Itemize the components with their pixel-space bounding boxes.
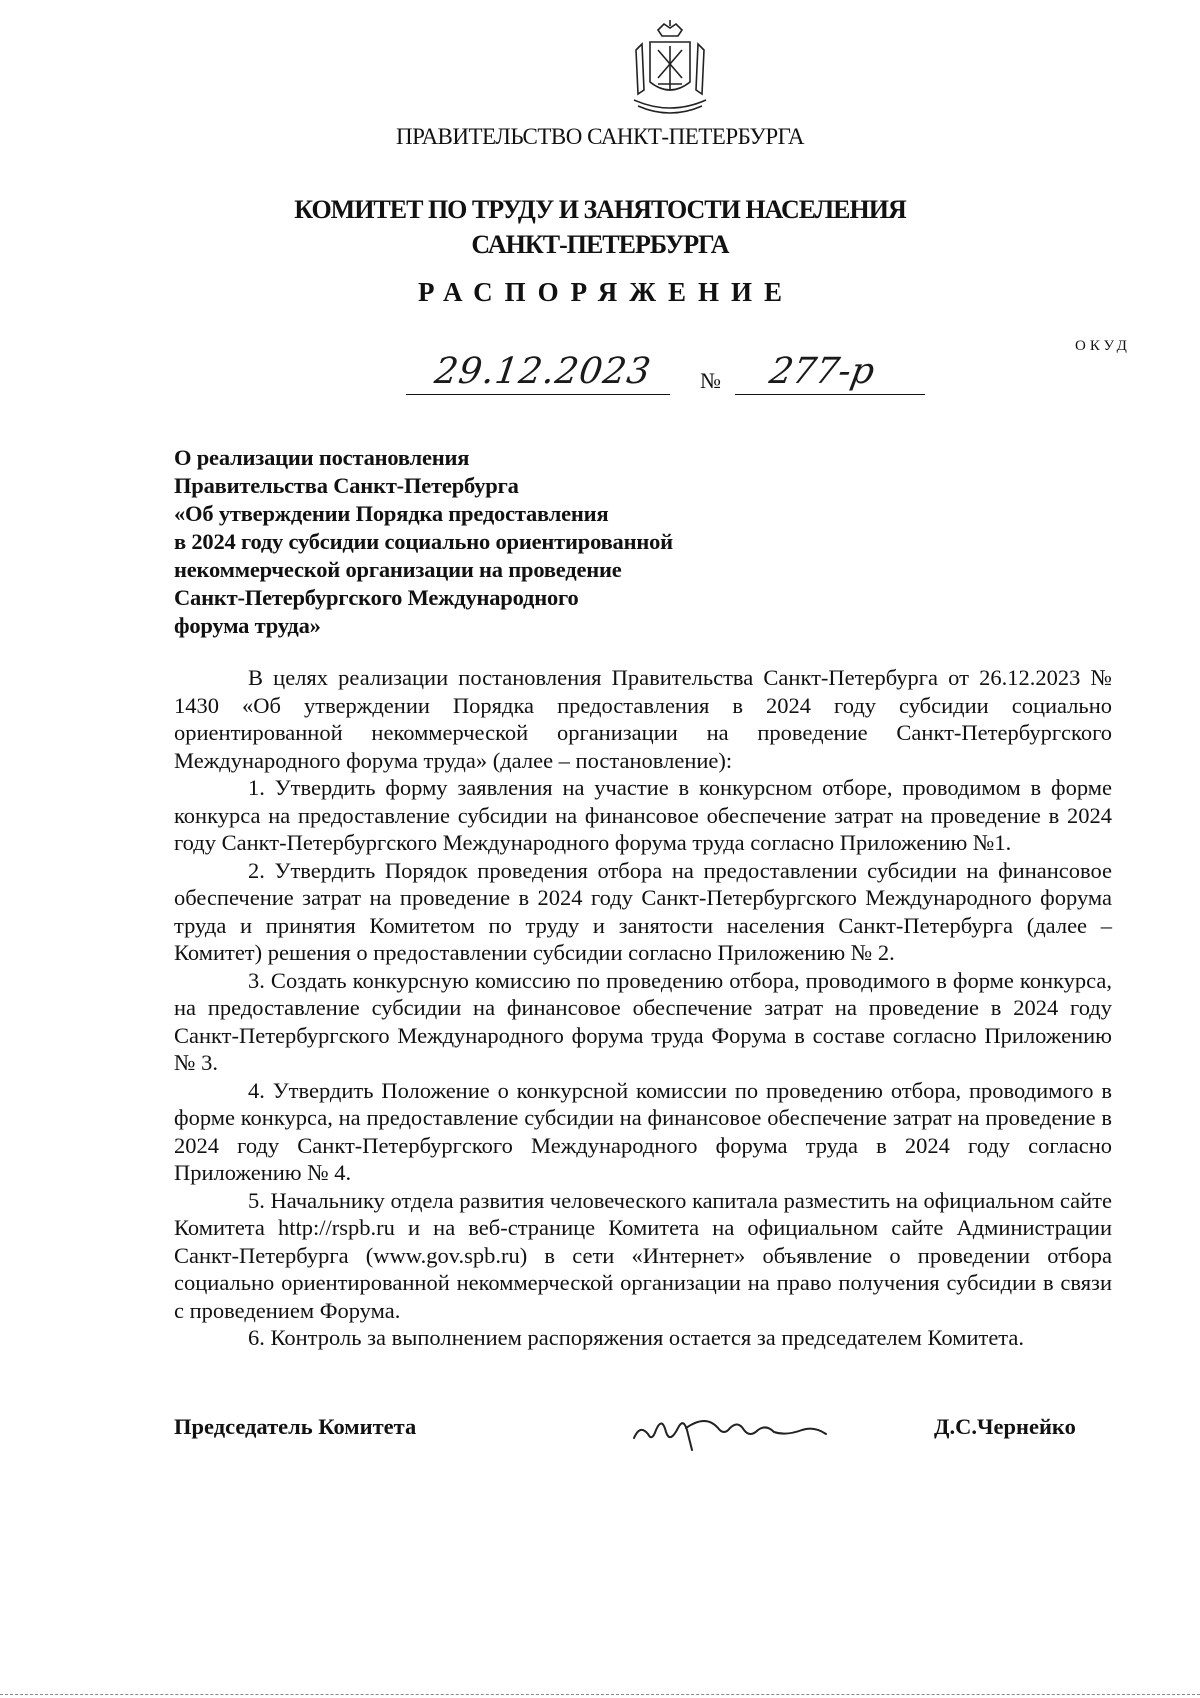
committee-line-2: САНКТ-ПЕТЕРБУРГА (471, 230, 729, 259)
handwritten-signature-icon (626, 1394, 836, 1464)
order-title: РАСПОРЯЖЕНИЕ (417, 277, 795, 307)
subject-line: Правительства Санкт-Петербурга (174, 473, 519, 498)
signatory-position: Председатель Комитета (174, 1414, 417, 1439)
scan-edge-rule (0, 1694, 1200, 1695)
subject-line: некоммерческой организации на проведение (174, 557, 622, 582)
order-number: 277-р (766, 351, 878, 392)
subject-line: О реализации постановления (174, 445, 470, 470)
subject-line: «Об утверждении Порядка предоставления (174, 501, 609, 526)
clause-3: 3. Создать конкурсную комиссию по проведению отбора, проводимого в форме конкурса, на предоставление субсидии на финансовое обеспечение затрат на проведение в 2024 году Санкт-Петербургского Международного форума труда Форума в составе согласно Приложению № 3. (174, 967, 1112, 1075)
clause-5: 5. Начальнику отдела развития человеческого капитала разместить на официальном сайте Комитета http://rspb.ru и на веб-странице Комитета на официальном сайте Администрации Санкт-Петербурга (www.gov.spb.ru) в сети «Интернет» объявление о проведении отбора социально ориентированной некоммерческой организации на право получения субсидии в связи с проведением Форума. (174, 1187, 1112, 1323)
clause-1: 1. Утвердить форму заявления на участие в конкурсном отборе, проводимом в форме конкурса на предоставление субсидии на финансовое обеспечение затрат на проведение в 2024 году Санкт-Петербургского Международного форума труда согласно Приложению №1. (174, 775, 1112, 855)
committee-heading (0, 192, 1200, 262)
government-heading: ПРАВИТЕЛЬСТВО САНКТ-ПЕТЕРБУРГА (395, 124, 805, 149)
order-body (174, 664, 1112, 1352)
clause-4: 4. Утвердить Положение о конкурсной комиссии по проведению отбора, проводимого в форме конкурса, на предоставление субсидии на финансовое обеспечение затрат на проведение в 2024 году Санкт-Петербургского Международного форума труда в 2024 году согласно Приложению № 4. (174, 1077, 1112, 1185)
subject-line: в 2024 году субсидии социально ориентированной (174, 529, 673, 554)
signatory-name: Д.С.Чернейко (934, 1414, 1076, 1439)
number-sign: № (700, 368, 721, 393)
preamble-paragraph: В целях реализации постановления Правительства Санкт-Петербурга от 26.12.2023 № 1430 «Об утверждении Порядка предоставления в 2024 году субсидии социально ориентированной некоммерческой организации на проведение Санкт-Петербургского Международного форума труда» (далее – постановление): (174, 665, 1112, 773)
okud-label: ОКУД (1075, 338, 1131, 354)
committee-line-1: КОМИТЕТ ПО ТРУДУ И ЗАНЯТОСТИ НАСЕЛЕНИЯ (294, 195, 906, 224)
subject-line: форума труда» (174, 613, 321, 638)
date-underline (406, 394, 670, 395)
order-date: 29.12.2023 (432, 351, 654, 392)
clause-6: 6. Контроль за выполнением распоряжения остается за председателем Комитета. (248, 1325, 1025, 1350)
number-underline (735, 394, 925, 395)
coat-of-arms-emblem-icon (628, 20, 712, 118)
subject-line: Санкт-Петербургского Международного (174, 585, 579, 610)
order-subject (174, 444, 774, 640)
clause-2: 2. Утвердить Порядок проведения отбора на предоставлении субсидии на финансовое обеспечение затрат на проведение в 2024 году Санкт-Петербургского Международного форума труда и принятия Комитетом по труду и занятости населения Санкт-Петербурга (далее – Комитет) решения о предоставлении субсидии согласно Приложению № 2. (174, 857, 1112, 965)
